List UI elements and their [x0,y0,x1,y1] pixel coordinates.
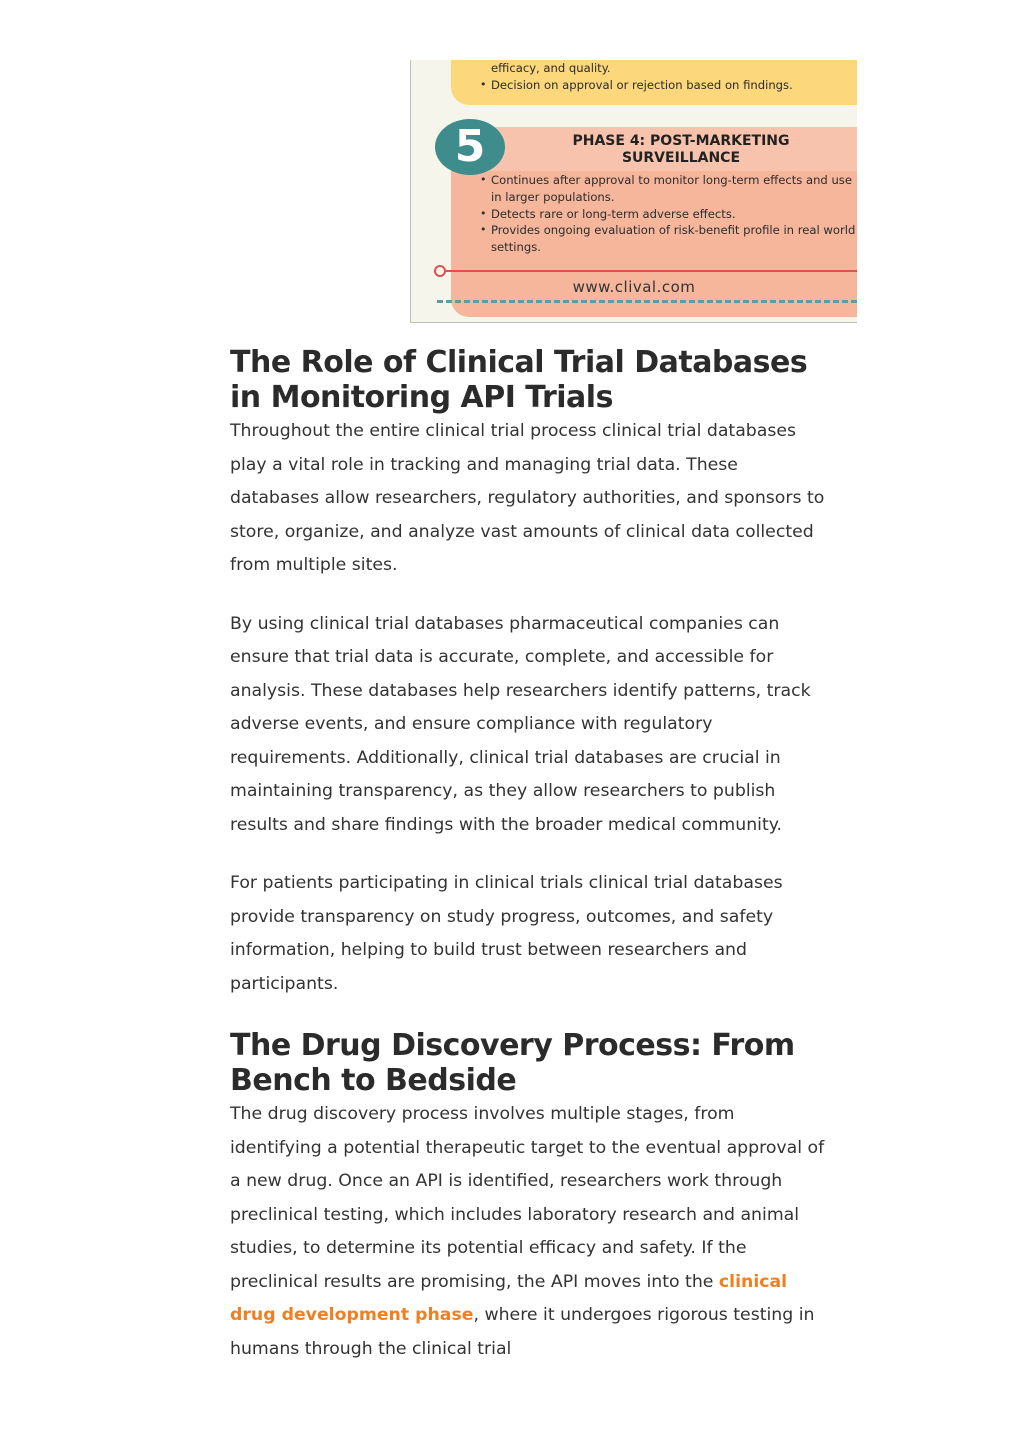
timeline-dot-icon [434,265,446,277]
dashed-divider [437,300,857,303]
clinical-drug-development-link[interactable]: clinical drug development phase [230,1271,788,1325]
phase3-card [451,60,857,105]
bullet-icon: • [480,206,487,220]
infographic-website: www.clival.com [572,278,696,296]
phase-infographic [410,60,857,323]
phase4-item: • Provides ongoing evaluation of risk-benefit profile in real world settings. [480,223,856,255]
article-body [230,345,830,1366]
phase3-item: • Decision on approval or rejection based on findings. [480,77,793,92]
paragraph-text: The drug discovery process involves multiple stages, from identifying a potential therapeutic target to the eventual approval of a new drug. Once an API is identified, researchers work through preclinical testing, which includes laboratory research and animal studies, to determine its potential efficacy and safety. If the preclinical results are promising, the API moves into the [230,1104,825,1292]
phase3-list [451,60,857,94]
bullet-icon: • [480,77,487,91]
phase4-list [451,172,857,256]
phase4-item: • Detects rare or long-term adverse effects. [480,206,736,221]
section-heading-drug-discovery: The Drug Discovery Process: From Bench to Bedside [230,1028,795,1098]
phase4-item: • Continues after approval to monitor long-term effects and use in larger populations. [480,173,852,204]
paragraph [230,1098,830,1366]
paragraph: For patients participating in clinical trials clinical trial databases provide transparency on study progress, outcomes, and safety information, helping to build trust between researchers and participants. [230,873,783,994]
bullet-icon: • [480,173,487,186]
paragraph: By using clinical trial databases pharmaceutical companies can ensure that trial data is accurate, complete, and accessible for analysis. These databases help researchers identify patterns, track adverse events, and ensure compliance with regulatory requirements. Additionally, clinical trial databases are crucial in maintaining transparency, as they allow researchers to publish results and share findings with the broader medical community. [230,613,811,835]
step-number-badge: 5 [435,119,505,175]
section-heading-databases: The Role of Clinical Trial Databases in Monitoring API Trials [230,345,808,415]
bullet-icon: • [480,223,487,237]
paragraph-text: , where it undergoes rigorous testing in humans through the clinical trial [230,1305,815,1359]
timeline-line [446,270,857,272]
phase3-item: efficacy, and quality. [491,61,611,75]
phase4-title: PHASE 4: POST-MARKETING SURVEILLANCE [572,133,790,166]
paragraph: Throughout the entire clinical trial process clinical trial databases play a vital role in tracking and managing trial data. These databases allow researchers, regulatory authorities, and sponsors to store, organize, and analyze vast amounts of clinical data collected from multiple sites. [230,421,825,575]
